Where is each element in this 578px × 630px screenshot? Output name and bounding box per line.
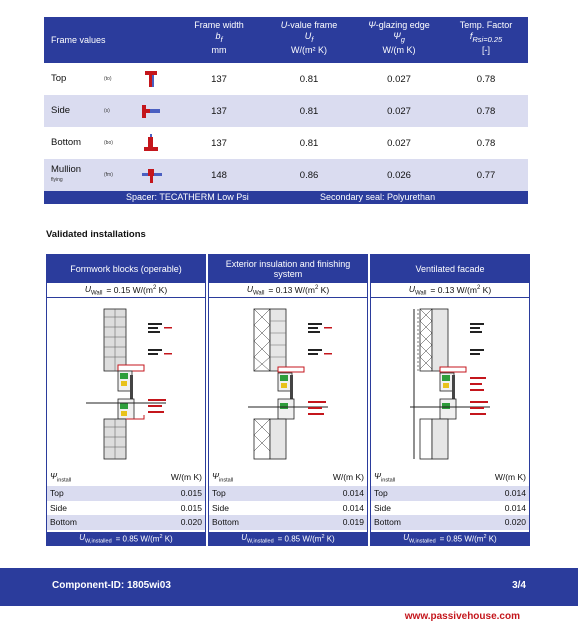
frame-values-header: Frame values (44, 17, 174, 63)
table-row: Mullion flying (fm) 148 0.86 0.026 0.77 (44, 159, 528, 191)
table-row: Bottom 0.020 (371, 515, 529, 530)
row-label: Side (44, 95, 104, 127)
installation-drawing-ventilated (390, 303, 510, 463)
frame-width-header: Frame width $b_f$ mm (174, 17, 264, 63)
row-abbr: (bo) (104, 140, 113, 146)
table-header-row: $\Psi_{install}$ W/(m K) (212, 470, 364, 484)
installation-drawing-eifs (228, 303, 348, 463)
row-label: Top (51, 73, 67, 84)
frame-bottom-icon (140, 133, 164, 153)
u-value-header: U-value frame $U_f$ W/(m² K) (264, 17, 354, 63)
frame-side-icon (140, 101, 164, 121)
table-row: Top 0.015 (47, 486, 205, 501)
table-header-row: $\Psi_{install}$ W/(m K) (50, 470, 202, 484)
table-row: Side 0.015 (50, 502, 202, 513)
psi-glazing-header: Ψ-glazing edge $\Psi_g$ W/(m K) (354, 17, 444, 63)
row-label: Mullion flying (44, 159, 104, 191)
row-label: Bottom (51, 137, 82, 148)
table-row: Bottom 0.020 (47, 515, 205, 530)
u-wall-value: $U_{Wall}$ = 0.13 $W/(m^2$ K) (209, 283, 367, 298)
table-row: Side 0.014 (374, 502, 526, 513)
seal-label: Secondary seal: Polyurethan (320, 192, 436, 202)
uw-installed-bar: $U_{W,installed}$ = 0.85 $W/(m^2$ K) (209, 532, 367, 545)
uw-installed-bar: $U_{W,installed}$ = 0.85 $W/(m^2$ K) (371, 532, 529, 545)
panel-title: Formwork blocks (operable) (47, 255, 205, 283)
installation-panel-ventilated (370, 254, 530, 546)
panel-title: Exterior insulation and finishing system (209, 255, 367, 283)
psi-install-table (47, 468, 205, 530)
table-row: Bottom 0.019 (209, 515, 367, 530)
footer-bar (0, 568, 578, 606)
component-id: Component-ID: 1805wi03 (52, 580, 171, 591)
frame-table-header (44, 17, 528, 63)
table-header-row: $\Psi_{install}$ W/(m K) (374, 470, 526, 484)
frame-values-table (44, 17, 528, 191)
psi-install-table (209, 468, 367, 530)
installation-panel-formwork (46, 254, 206, 546)
u-wall-value: $U_{Wall}$ = 0.13 $W/(m^2$ K) (371, 283, 529, 298)
website-link[interactable]: www.passivehouse.com (404, 611, 520, 622)
installation-panel-eifs (208, 254, 368, 546)
page-number: 3/4 (512, 580, 526, 591)
validated-installations-title: Validated installations (46, 229, 146, 240)
uw-installed-bar: $U_{W,installed}$ = 0.85 $W/(m^2$ K) (47, 532, 205, 545)
row-abbr: (fm) (104, 159, 140, 191)
u-wall-value: $U_{Wall}$ = 0.15 $W/(m^2$ K) (47, 283, 205, 298)
panel-title: Ventilated facade (371, 255, 529, 283)
table-row: Top (to) 137 0.81 0.027 0.78 (44, 63, 528, 95)
mullion-icon (140, 165, 164, 185)
row-abbr: (s) (104, 95, 140, 127)
spacer-label: Spacer: TECATHERM Low Psi (126, 192, 249, 202)
table-row: Bottom (bo) 137 0.81 0.027 0.78 (44, 127, 528, 159)
table-row: Top 0.014 (209, 486, 367, 501)
spacer-bar (44, 191, 528, 204)
installation-drawing-formwork (66, 303, 186, 463)
table-row: Side 0.014 (212, 502, 364, 513)
row-abbr: (to) (104, 76, 112, 82)
table-row: Side (s) 137 0.81 0.027 0.78 (44, 95, 528, 127)
frame-top-icon (140, 69, 164, 89)
temp-factor-header: Temp. Factor $f_{Rsi=0.25}$ [-] (444, 17, 528, 63)
psi-install-table (371, 468, 529, 530)
table-row: Top 0.014 (371, 486, 529, 501)
